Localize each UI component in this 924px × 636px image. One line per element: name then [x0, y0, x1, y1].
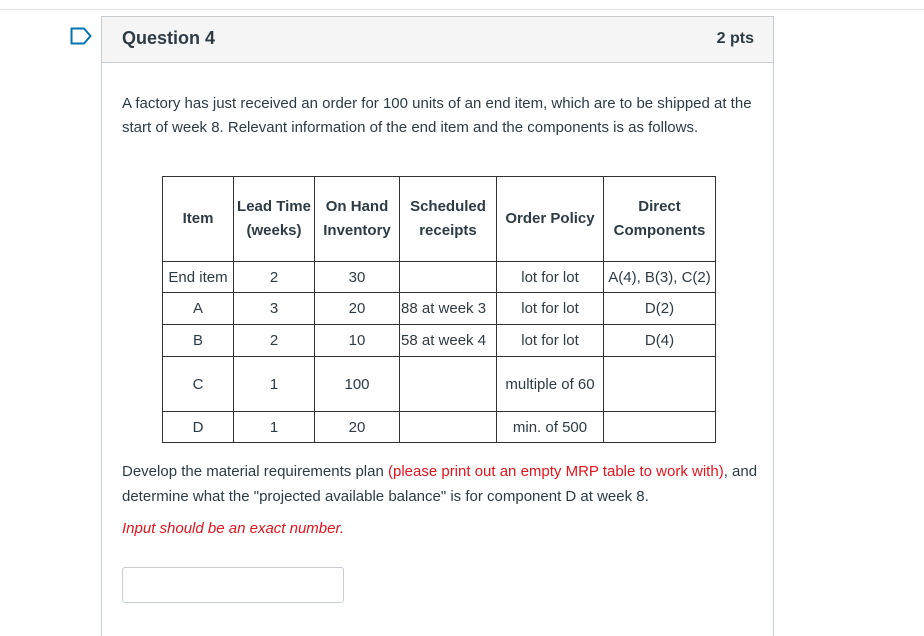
cell-lead-time: 2	[234, 325, 315, 357]
cell-item: B	[163, 325, 234, 357]
cell-components	[604, 412, 716, 443]
table-row	[163, 293, 716, 325]
table-row	[163, 412, 716, 443]
cell-item: D	[163, 412, 234, 443]
cell-on-hand: 20	[315, 412, 400, 443]
cell-item: A	[163, 293, 234, 325]
cell-scheduled: 58 at week 4	[400, 325, 497, 357]
cell-scheduled: 88 at week 3	[400, 293, 497, 325]
cell-on-hand: 10	[315, 325, 400, 357]
table-header-row	[163, 177, 716, 262]
cell-on-hand: 30	[315, 262, 400, 293]
cell-scheduled	[400, 412, 497, 443]
cell-item: End item	[163, 262, 234, 293]
cell-scheduled	[400, 357, 497, 412]
answer-input[interactable]	[122, 567, 344, 603]
header-scheduled-receipts: Scheduled receipts	[400, 177, 497, 262]
answer-format-note: Input should be an exact number.	[122, 520, 345, 537]
table-row	[163, 262, 716, 293]
flag-question-icon[interactable]	[70, 27, 92, 45]
question-card	[101, 16, 774, 636]
cell-lead-time: 2	[234, 262, 315, 293]
question-header	[102, 17, 773, 63]
header-direct-components: Direct Components	[604, 177, 716, 262]
cell-policy: lot for lot	[497, 325, 604, 357]
cell-policy: multiple of 60	[497, 357, 604, 412]
cell-scheduled	[400, 262, 497, 293]
header-on-hand: On Hand Inventory	[315, 177, 400, 262]
question-title: Question 4	[122, 28, 216, 48]
cell-lead-time: 1	[234, 357, 315, 412]
cell-lead-time: 3	[234, 293, 315, 325]
cell-components	[604, 357, 716, 412]
question-intro: A factory has just received an order for 100 units of an end item, which are to be shipped at the start of week 8. Relevant information of the end item and the components is as follows.	[122, 95, 752, 136]
table-row	[163, 325, 716, 357]
cell-components: D(4)	[604, 325, 716, 357]
cell-policy: min. of 500	[497, 412, 604, 443]
prompt-end: , and determine what the "projected available balance" is for component D at week 8.	[122, 463, 758, 505]
cell-policy: lot for lot	[497, 293, 604, 325]
cell-policy: lot for lot	[497, 262, 604, 293]
cell-item: C	[163, 357, 234, 412]
cell-on-hand: 20	[315, 293, 400, 325]
question-points: 2 pts	[716, 30, 754, 47]
prompt-red-note: (please print out an empty MRP table to work with)	[387, 463, 724, 480]
cell-on-hand: 100	[315, 357, 400, 412]
item-info-table	[162, 176, 716, 443]
header-order-policy: Order Policy	[497, 177, 604, 262]
top-divider	[0, 9, 924, 10]
table-row	[163, 357, 716, 412]
question-prompt	[122, 459, 772, 509]
header-item: Item	[163, 177, 234, 262]
cell-lead-time: 1	[234, 412, 315, 443]
cell-components: A(4), B(3), C(2)	[604, 262, 716, 293]
cell-components: D(2)	[604, 293, 716, 325]
prompt-start: Develop the material requirements plan	[122, 463, 388, 480]
header-lead-time: Lead Time (weeks)	[234, 177, 315, 262]
